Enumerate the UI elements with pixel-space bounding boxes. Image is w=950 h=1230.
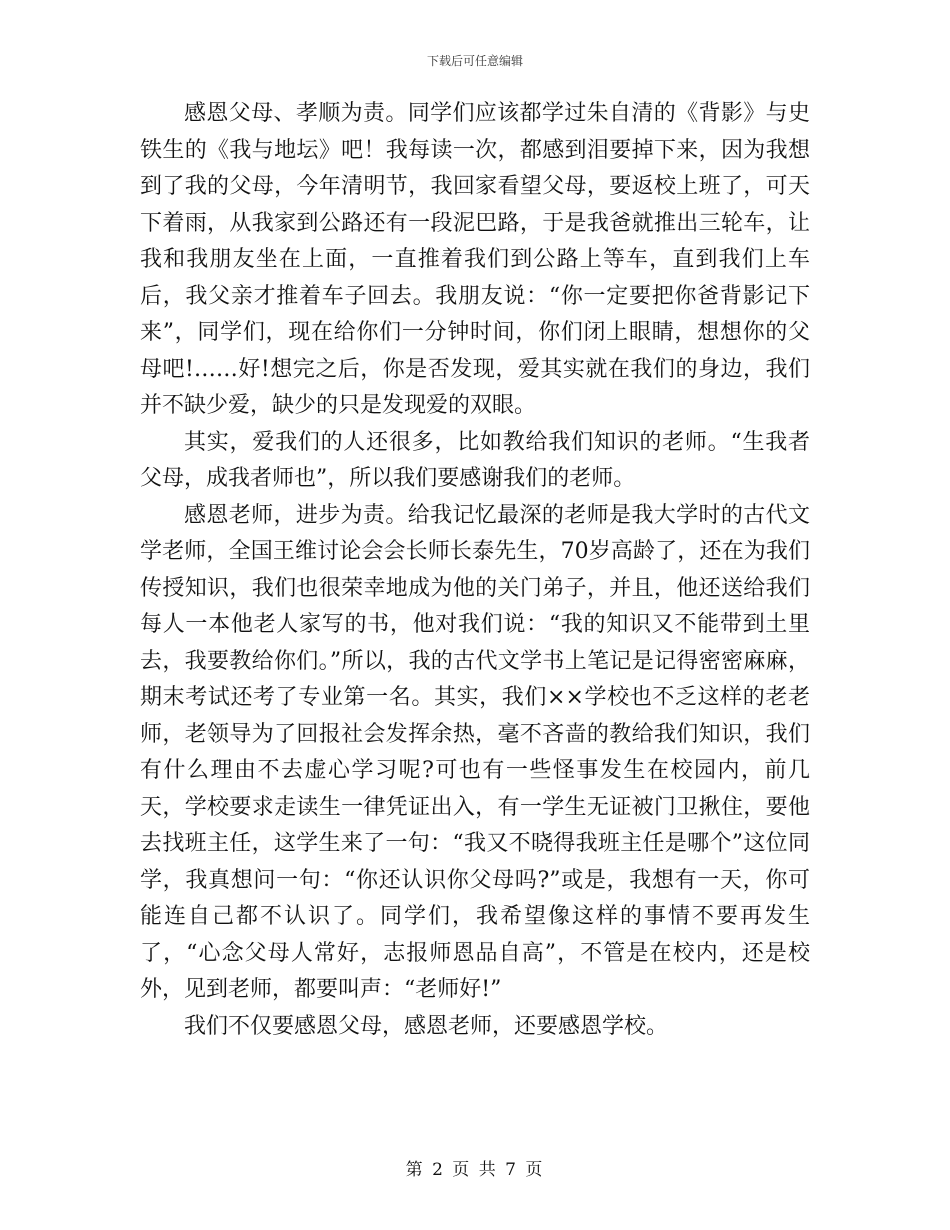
paragraph-1: 感恩父母、孝顺为责。同学们应该都学过朱自清的《背影》与史铁生的《我与地坛》吧！我每读一次，都感到泪要掉下来，因为我想到了我的父母，今年清明节，我回家看望父母，要返校上班了，可天下着雨，从我家到公路还有一段泥巴路，于是我爸就推出三轮车，让我和我朋友坐在上面，一直推着我们到公路上等车，直到我们上车后，我父亲才推着车子回去。我朋友说：“你一定要把你爸背影记下来”，同学们，现在给你们一分钟时间，你们闭上眼睛，想想你的父母吧!……好!想完之后，你是否发现，爱其实就在我们的身边，我们并不缺少爱，缺少的只是发现爱的双眼。 — [140, 101, 810, 418]
paragraph-4: 我们不仅要感恩父母，感恩老师，还要感恩学校。 — [184, 1013, 669, 1039]
paragraph-2: 其实，爱我们的人还很多，比如教给我们知识的老师。“生我者父母，成我者师也”，所以我们要感谢我们的老师。 — [140, 429, 810, 491]
paragraph-3: 感恩老师，进步为责。给我记忆最深的老师是我大学时的古代文学老师，全国王维讨论会会长师长泰先生，70岁高龄了，还在为我们传授知识，我们也很荣幸地成为他的关门弟子，并且，他还送给我们每人一本他老人家写的书，他对我们说：“我的知识又不能带到土里去，我要教给你们。”所以，我的古代文学书上笔记是记得密密麻麻，期末考试还考了专业第一名。其实，我们××学校也不乏这样的老老师，老领导为了回报社会发挥余热，毫不吝啬的教给我们知识，我们有什么理由不去虚心学习呢?可也有一些怪事发生在校园内，前几天，学校要求走读生一律凭证出入，有一学生无证被门卫揪住，要他去找班主任，这学生来了一句：“我又不晓得我班主任是哪个”这位同学，我真想问一句：“你还认识你父母吗?”或是，我想有一天，你可能连自己都不认识了。同学们，我希望像这样的事情不要再发生了，“心念父母人常好，志报师恩品自高”，不管是在校内，还是校外，见到老师，都要叫声：“老师好!” — [140, 502, 810, 1002]
page-header: 下载后可任意编辑 — [426, 54, 523, 68]
document-body — [140, 96, 810, 1045]
page-number-footer: 第 2 页 共 7 页 — [405, 1160, 545, 1180]
